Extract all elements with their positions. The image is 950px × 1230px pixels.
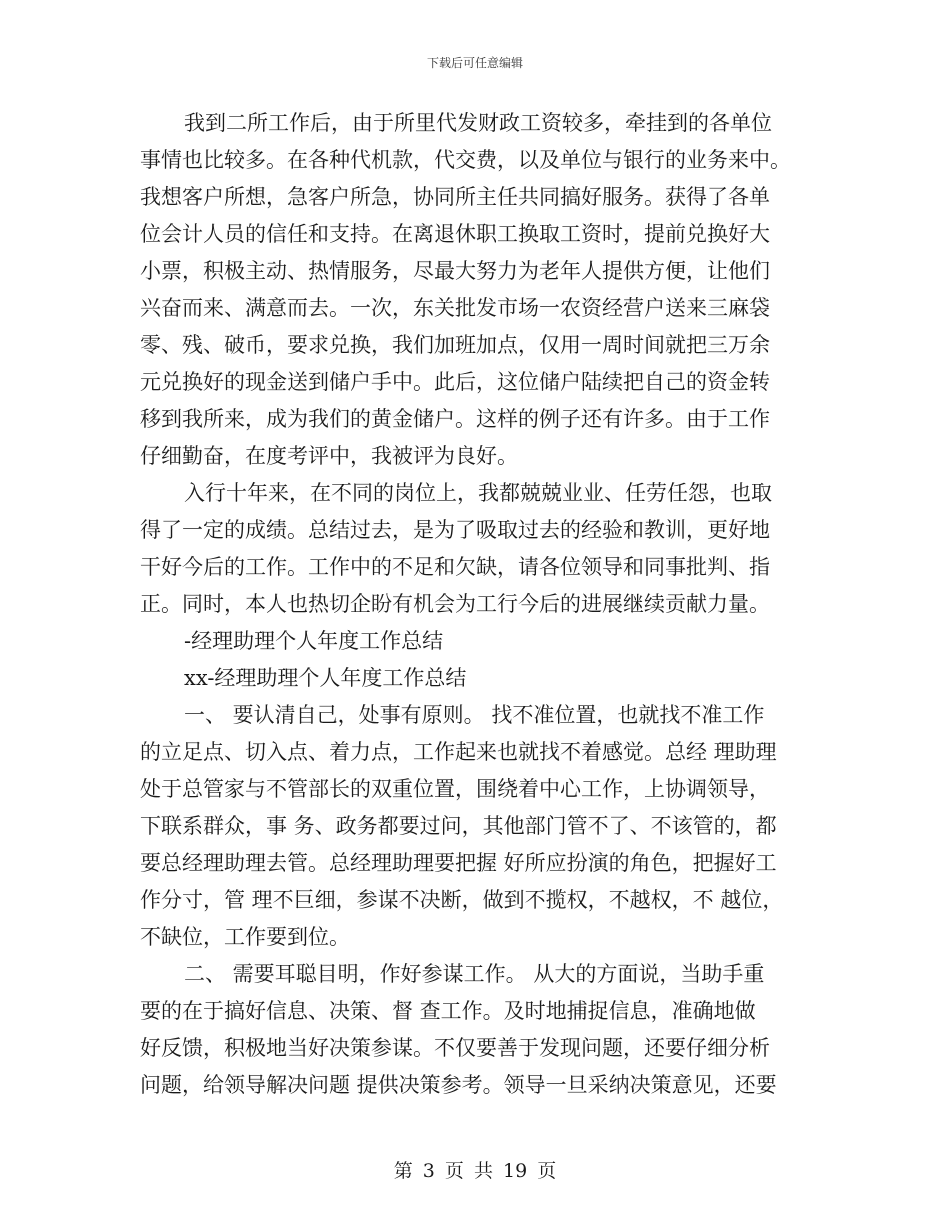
- text-line: -经理助理个人年度工作总结: [184, 629, 444, 653]
- text-line: 问题，给领导解决问题 提供决策参考。领导一旦采纳决策意见，还要: [140, 1073, 777, 1097]
- text-line: 兴奋而来、满意而去。一次，东关批发市场一农资经营户送来三麻袋: [140, 296, 770, 320]
- text-line: 移到我所来，成为我们的黄金储户。这样的例子还有许多。由于工作: [140, 407, 770, 431]
- text-line: 干好今后的工作。工作中的不足和欠缺，请各位领导和同事批判、指: [140, 555, 770, 579]
- text-line: 一、 要认清自己，处事有原则。 找不准位置，也就找不准工作: [184, 703, 765, 727]
- text-line: 位会计人员的信任和支持。在离退休职工换取工资时，提前兑换好大: [140, 222, 770, 246]
- text-line: 作分寸，管 理不巨细，参谋不决断，做到不揽权，不越权，不 越位，: [140, 888, 784, 912]
- text-line: 事情也比较多。在各种代机款，代交费，以及单位与银行的业务来中。: [140, 148, 791, 172]
- text-line: 要的在于搞好信息、决策、督 查工作。及时地捕捉信息，准确地做: [140, 999, 756, 1023]
- text-line: 元兑换好的现金送到储户手中。此后，这位储户陆续把自己的资金转: [140, 370, 770, 394]
- text-line: 正。同时，本人也热切企盼有机会为工行今后的进展继续贡献力量。: [140, 592, 770, 616]
- text-line: 的立足点、切入点、着力点，工作起来也就找不着感觉。总经 理助理: [140, 740, 777, 764]
- text-line: 处于总管家与不管部长的双重位置，围绕着中心工作，上协调领导，: [140, 777, 770, 801]
- text-line: 小票，积极主动、热情服务，尽最大努力为老年人提供方便，让他们: [140, 259, 770, 283]
- text-line: 我想客户所想，急客户所急，协同所主任共同搞好服务。获得了各单: [140, 185, 770, 209]
- text-line: 入行十年来，在不同的岗位上，我都兢兢业业、任劳任怨，也取: [184, 481, 772, 505]
- text-line: 好反馈，积极地当好决策参谋。不仅要善于发现问题，还要仔细分析: [140, 1036, 770, 1060]
- page-number-footer: 第 3 页 共 19 页: [393, 1160, 557, 1182]
- text-line: 零、残、破币，要求兑换，我们加班加点，仅用一周时间就把三万余: [140, 333, 770, 357]
- text-line: 得了一定的成绩。总结过去，是为了吸取过去的经验和教训，更好地: [140, 518, 770, 542]
- text-line: 要总经理助理去管。总经理助理要把握 好所应扮演的角色，把握好工: [140, 851, 777, 875]
- text-line: 我到二所工作后，由于所里代发财政工资较多，牵挂到的各单位: [184, 111, 772, 135]
- text-line: xx-经理助理个人年度工作总结: [184, 666, 467, 690]
- page-header: 下载后可任意编辑: [426, 56, 523, 70]
- text-line: 仔细勤奋，在度考评中，我被评为良好。: [140, 444, 518, 468]
- document-body: [140, 105, 812, 1104]
- text-line: 不缺位，工作要到位。: [140, 925, 350, 949]
- text-line: 二、 需要耳聪目明，作好参谋工作。 从大的方面说，当助手重: [184, 962, 765, 986]
- text-line: 下联系群众，事 务、政务都要过问，其他部门管不了、不该管的，都: [140, 814, 777, 838]
